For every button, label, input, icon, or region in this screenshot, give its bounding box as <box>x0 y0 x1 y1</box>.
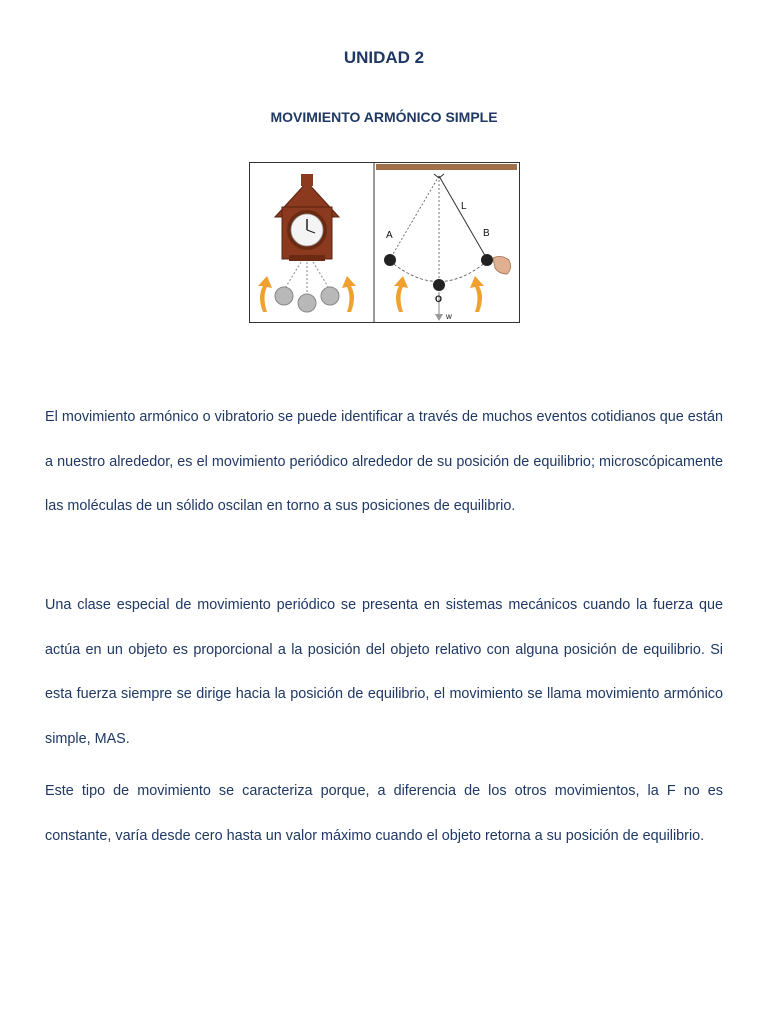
pendulum-figure <box>249 162 520 323</box>
paragraph-3: Este tipo de movimiento se caracteriza porque, a diferencia de los otros movimientos, la F no es constante, varía desde cero hasta un valor máximo cuando el objeto retorna a su posición de equilibrio. <box>45 783 723 844</box>
label-a: A <box>386 230 393 241</box>
label-l: L <box>461 201 467 212</box>
unit-title: UNIDAD 2 <box>343 48 425 67</box>
label-w: w <box>446 312 452 321</box>
paragraph-2: Una clase especial de movimiento periódico se presenta en sistemas mecánicos cuando la fuerza que actúa en un objeto es proporcional a la posición del objeto relativo con alguna posición de equilibrio. Si esta fuerza siempre se dirige hacia la posición de equilibrio, el movimiento se llama movimiento armónico simple, MAS. <box>45 597 723 747</box>
label-o: O <box>435 294 443 304</box>
paragraph-1: El movimiento armónico o vibratorio se puede identificar a través de muchos eventos cotidianos que están a nuestro alrededor, es el movimiento periódico alrededor de su posición de equilibrio; microscópicamente las moléculas de un sólido oscilan en torno a sus posiciones de equilibrio. <box>45 409 723 514</box>
label-b: B <box>483 228 490 239</box>
section-title: MOVIMIENTO ARMÓNICO SIMPLE <box>270 109 498 125</box>
